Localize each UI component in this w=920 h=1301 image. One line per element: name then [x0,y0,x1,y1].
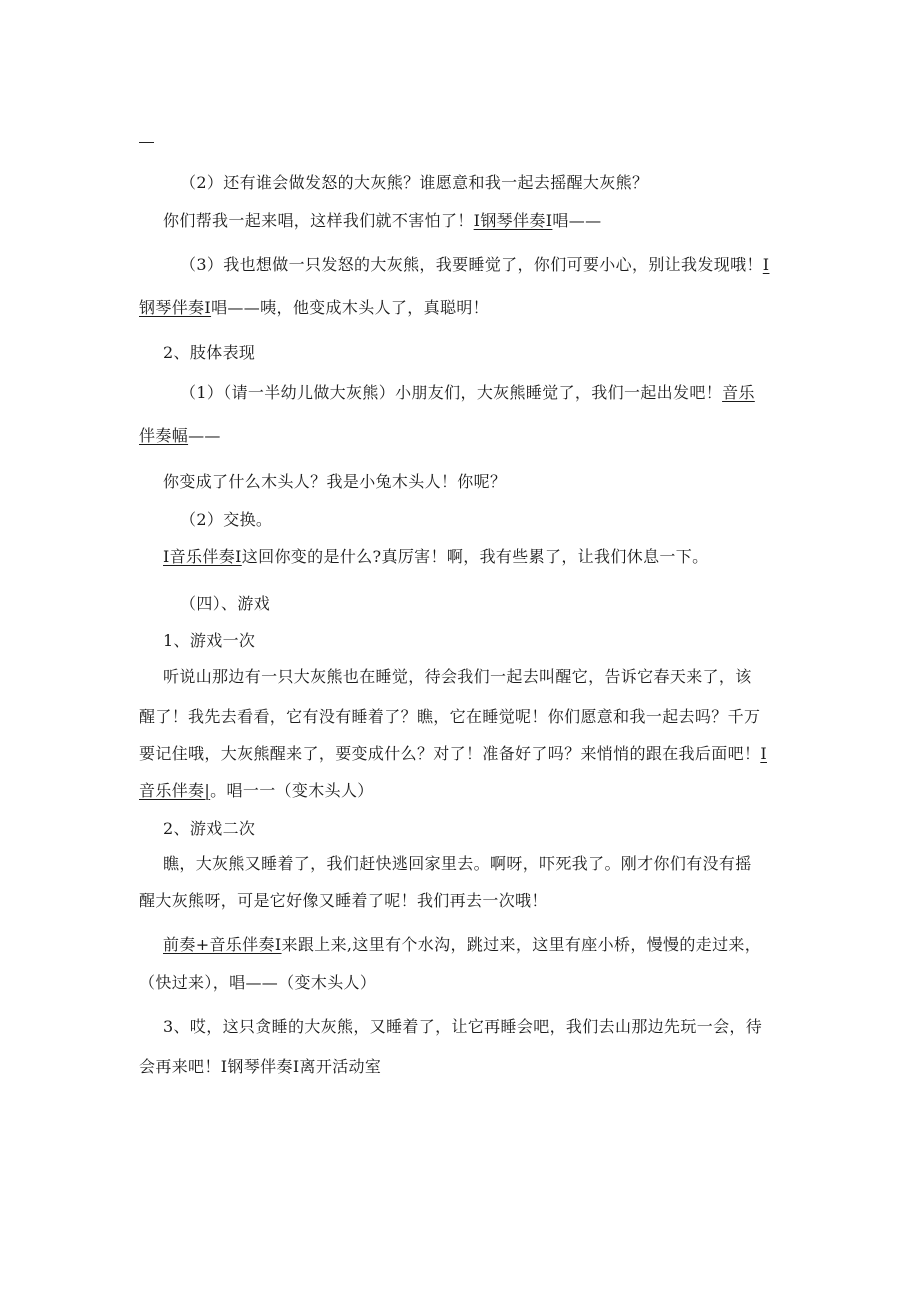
line-text: 醒了！我先去看看，它有没有睡着了？瞧，它在睡觉呢！你们愿意和我一起去吗？千万 [139,707,761,726]
line-text: （2）还有谁会做发怒的大灰熊？谁愿意和我一起去摇醒大灰熊？ [180,173,649,192]
line-20 [163,935,761,955]
section-heading [163,343,255,363]
line-text: 你变成了什么木头人？我是小兔木头人！你呢？ [163,472,507,491]
piano-accompaniment-label: I钢琴伴奏I [473,211,553,230]
line-16 [139,781,374,801]
line-text: 听说山那边有一只大灰熊也在睡觉，待会我们一起去叫醒它，告诉它春天来了，该 [163,667,752,686]
line-text: 2、游戏二次 [163,819,256,838]
line-21 [139,973,376,993]
line-22 [163,1017,762,1037]
line-4 [139,298,489,318]
line-18 [163,854,752,874]
line-15 [139,744,767,764]
leading-dash [139,142,154,143]
line-9 [180,510,272,530]
line-13 [163,667,752,687]
line-8 [163,472,506,492]
music-accompaniment-label: 伴奏幅 [139,426,189,445]
music-accompaniment-label: 音乐 [722,383,755,402]
line-14 [139,707,760,727]
line-6 [180,383,755,403]
line-2 [163,211,601,231]
subsection-heading [163,631,255,651]
line-text: 会再来吧！I钢琴伴奏I离开活动室 [139,1057,382,1076]
line-text: 1、游戏一次 [163,631,256,650]
line-text: 要记住哦，大灰熊醒来了，要变成什么？对了！准备好了吗？来悄悄的跟在我后面吧！ [139,744,761,763]
line-text: 来跟上来,这里有个水沟，跳过来，这里有座小桥，慢慢的走过来， [281,935,762,954]
line-text: （2）交换。 [180,510,273,529]
accompaniment-marker: I [760,744,767,763]
line-text: 你们帮我一起来唱，这样我们就不害怕了！ [163,211,474,230]
line-text: （1）（请一半幼儿做大灰熊）小朋友们，大灰熊睡觉了，我们一起出发吧！ [180,383,723,402]
line-19 [139,891,548,911]
intro-music-accompaniment-label: 前奏+音乐伴奏I [163,935,282,954]
accompaniment-marker: I [762,255,770,274]
line-text: 瞧，大灰熊又睡着了，我们赶快逃回家里去。啊呀，吓死我了。刚才你们有没有摇 [163,854,752,873]
line-text: —— [188,426,221,445]
line-text: （3）我也想做一只发怒的大灰熊，我要睡觉了，你们可要小心，别让我发现哦！ [180,255,763,274]
music-accompaniment-label: I音乐伴奏I [163,547,242,566]
line-text: （四）、游戏 [180,594,271,613]
line-10 [163,547,708,567]
line-text: （快过来），唱——（变木头人） [139,973,377,992]
line-7 [139,426,221,446]
subsection-heading [163,819,255,839]
line-text: 2、肢体表现 [163,343,256,362]
line-text: 3、哎，这只贪睡的大灰熊，又睡着了，让它再睡会吧，我们去山那边先玩一会，待 [163,1017,763,1036]
line-text: 。唱一一（变木头人） [210,781,374,800]
line-23 [139,1057,381,1077]
line-text: 唱—— [552,211,602,230]
line-3 [180,255,769,275]
piano-accompaniment-label: 钢琴伴奏I [139,298,212,317]
line-1 [180,173,648,193]
line-text: 醒大灰熊呀，可是它好像又睡着了呢！我们再去一次哦！ [139,891,548,910]
line-text: 唱——咦，他变成木头人了，真聪明！ [211,298,490,317]
section-heading [180,594,270,614]
line-text: 这回你变的是什么?真厉害！啊，我有些累了，让我们休息一下。 [241,547,709,566]
music-accompaniment-label: 音乐伴奏| [139,781,211,800]
